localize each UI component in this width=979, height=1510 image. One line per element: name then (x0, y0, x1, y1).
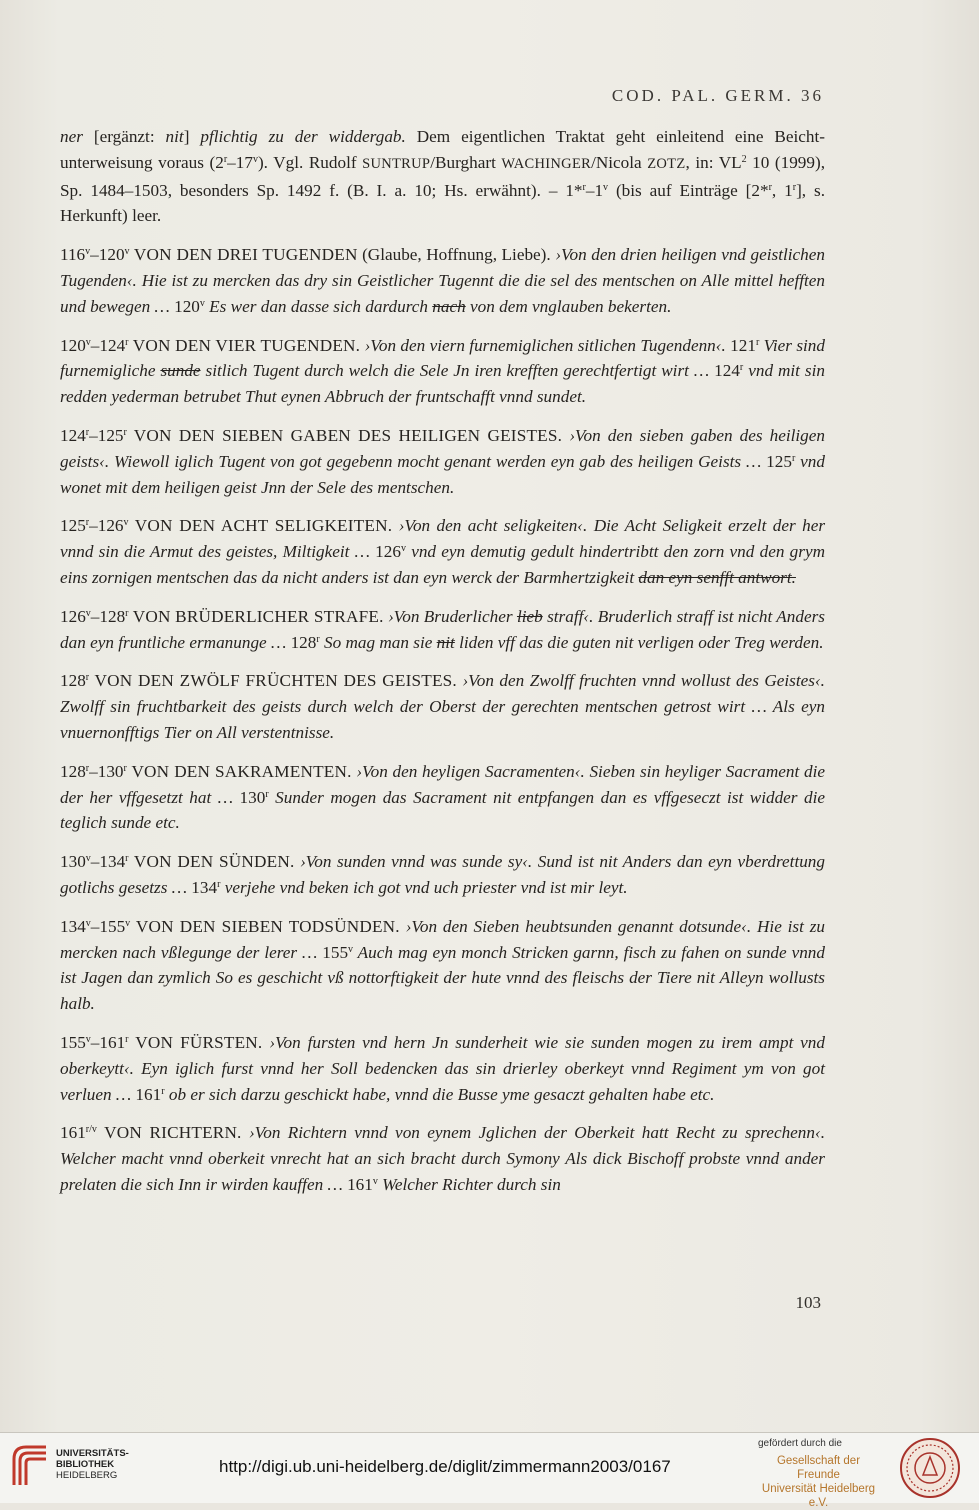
library-logo-icon (8, 1441, 52, 1491)
section-heading: VON DEN SÜNDEN. (128, 852, 295, 872)
folio-range: 128 (60, 671, 86, 691)
text: ). Vgl. Rudolf (257, 152, 363, 172)
paragraph-todsuenden (60, 914, 825, 1017)
footer-bar (0, 1432, 979, 1509)
quotation: von dem vnglauben bekerten. (465, 296, 672, 316)
folio-side: v (85, 336, 91, 348)
section-heading: VON DEN DREI TUGENDEN (129, 245, 358, 265)
folio-ref: 124 (714, 361, 740, 381)
running-head: COD. PAL. GERM. 36 (611, 86, 824, 105)
text: (Glaube, Hoffnung, Liebe). (357, 245, 556, 265)
quotation: ›Von den sieben gaben des heiligen geists‹. Wiewoll iglich Tugent von got gegebenn mocht genant werden eyn gab des heiligen Geists … (60, 425, 826, 471)
text: /Nicola (591, 152, 648, 172)
edition-number: 2 (741, 153, 747, 165)
folio-ref: 125 (766, 451, 792, 471)
quotation: ›Von den Sieben heubtsunden genannt dotsunde‹. Hie ist zu mercken nach vßlegunge der lerer … (60, 916, 825, 962)
text: /Burghart (430, 152, 502, 172)
quotation: Welcher Richter durch sin (377, 1174, 561, 1194)
folio-range: 130 (60, 852, 86, 872)
funded-by-label: gefördert durch die (758, 1438, 842, 1449)
quotation: Es wer dan dasse sich dardurch (204, 296, 433, 316)
folio-range: 161 (60, 1123, 86, 1143)
folio-range: 128 (60, 761, 86, 781)
folio-side: r (125, 1033, 129, 1045)
folio-ref: 161 (347, 1174, 373, 1194)
paragraph-sakramente (60, 759, 825, 836)
folio-range: 125 (60, 516, 86, 536)
library-line: UNIVERSITÄTS- (56, 1448, 129, 1459)
paragraph-vier-tugenden (60, 333, 825, 410)
folio-side: r (739, 362, 744, 374)
folio-side: r (123, 762, 127, 774)
quotation: vnd mit sin redden yederman betrubet Thut eynen Abbruch der fruntschafft vnnd sundet. (60, 361, 825, 407)
society-line: Universität Heidelberg e.V. (761, 1483, 876, 1509)
library-line: HEIDELBERG (56, 1470, 118, 1481)
text: –17 (227, 152, 253, 172)
section-heading: VON DEN ACHT SELIGKEITEN. (128, 516, 393, 536)
section-heading: VON RICHTERN. (96, 1123, 242, 1143)
folio-side: v (85, 1033, 91, 1045)
text: –1 (585, 180, 604, 200)
text: nit (165, 127, 184, 146)
folio-side: v (400, 543, 406, 555)
quotation: liden vff das die guten nit verligen oder Treg werden. (454, 632, 824, 652)
quotation: ob er sich darzu geschickt habe, vnnd die Busse yme gesaczt gehalten habe etc. (164, 1084, 715, 1104)
folio-side: r (755, 336, 760, 348)
folio-ref: 161 (135, 1084, 162, 1104)
folio-side: v (85, 246, 91, 258)
quotation: vnd eyn demutig gedult hindertribtt den zorn vnd den grym eins zornigen mentschen das da nicht anders ist dan eyn werck der Barmhertzigkeit (60, 542, 825, 587)
folio-range: 155 (60, 1032, 86, 1052)
folio-range: –126 (89, 516, 124, 536)
folio-side: r/v (85, 1124, 97, 1136)
struck-word: sunde (160, 361, 201, 381)
folio-side: r (217, 878, 221, 890)
folio-range: 124 (60, 425, 86, 445)
library-line: BIBLIOTHEK (56, 1459, 115, 1470)
quotation: verjehe vnd beken ich got vnd uch priester vnd ist mir leyt. (220, 877, 628, 897)
folio-ref: 121 (730, 335, 756, 355)
society-line: Gesellschaft der Freunde (776, 1455, 861, 1481)
folio-range: –130 (89, 761, 124, 781)
folio-ref: 130 (239, 787, 266, 807)
folio-side: r (85, 672, 90, 684)
folio-side: r (85, 517, 90, 529)
text: pflichtig zu der widdergab. (200, 127, 406, 146)
folio-side: r (125, 336, 129, 348)
quotation: Auch mag eyn monch Stricken garnn, fisch zu fahen on sunde vnnd ist Jagen dan zymlich So es geschicht vß nottorftigkeit der hute vnnd des fleischs der Tiere nit Alleyn wollusts halb. (60, 942, 825, 1014)
quotation: ›Von Richtern vnnd von eynem Jglichen der Oberkeit hatt Recht zu sprechenn‹. Welcher macht vnnd oberkeit vnrecht hat an sich bracht durch Symony Als dick Bischoff probste vnnd ander prelaten die sich Inn ir wirden kauffen … (60, 1123, 825, 1194)
folio-side: v (125, 917, 131, 929)
quotation: ›Von den Zwolff fruchten vnnd wollust des Geistes‹. Zwolff sin fruchtbarkeit des geists durch welch der Oberst der gerechten mentschen getrost wirt … Als eyn vnuernonfftigs Tier on All verstentnisse. (60, 671, 825, 742)
folio-range: –125 (89, 425, 124, 445)
folio-range: –120 (90, 245, 125, 265)
folio-side: r (792, 181, 797, 193)
quotation: Sunder mogen das Sacrament nit entpfangen dan es vffgeseczt ist widder die teglich sunde etc. (60, 787, 825, 833)
quotation: vnd wonet mit dem heiligen geist Jnn der Sele des mentschen. (60, 451, 825, 497)
folio-range: 126 (60, 606, 86, 626)
section-heading: VON DEN ZWÖLF FRÜCHTEN DES GEISTES. (89, 671, 457, 691)
section-heading: VON DEN SIEBEN GABEN DES HEILIGEN GEISTES. (126, 425, 563, 445)
folio-side: r (265, 788, 269, 800)
folio-ref: 128 (290, 632, 317, 652)
quotation: ›Von den drien heiligen vnd geistlichen Tugenden‹. Hie ist zu mercken das dry sin Geistlicher Tugennt die die sel des mentschen on Alle mittel hefften und bewegen … (60, 245, 825, 316)
text: [ergänzt: (82, 127, 166, 146)
folio-side: r (223, 153, 228, 165)
paragraph-drei-tugenden (60, 242, 825, 319)
text: , in: VL (685, 152, 742, 172)
folio-side: r (85, 762, 90, 774)
section-heading: VON DEN VIER TUGENDEN. (128, 335, 361, 355)
folio-side: v (124, 246, 130, 258)
folio-side: r (582, 181, 586, 193)
folio-side: r (125, 853, 129, 865)
folio-side: r (123, 426, 127, 438)
section-heading: VON DEN SIEBEN TODSÜNDEN. (130, 916, 400, 936)
paragraph-intro (60, 124, 825, 229)
catalogue-text (60, 124, 825, 1211)
folio-range: 134 (60, 916, 86, 936)
folio-side: r (161, 1085, 165, 1097)
section-heading: VON DEN SAKRAMENTEN. (126, 761, 352, 781)
author-name: WACHINGER (501, 155, 592, 172)
folio-ref: 134 (191, 877, 218, 897)
page-number: 103 (795, 1293, 821, 1312)
author-name: SUNTRUP (362, 155, 431, 172)
folio-ref: 155 (322, 942, 349, 962)
folio-range: 120 (60, 335, 86, 355)
section-heading: VON BRÜDERLICHER STRAFE. (128, 606, 384, 626)
paragraph-bruederliche-strafe (60, 604, 825, 656)
folio-side: v (372, 1175, 378, 1187)
quotation: So mag man sie (319, 632, 437, 652)
quotation: ›Von den acht seligkeiten‹. Die Acht Seligkeit erzelt der her vnnd sin die Armut des geistes, Miltigkeit … (60, 516, 826, 562)
quotation: ›Von den viern furnemiglichen sitlichen Tugendenn‹. (360, 335, 731, 355)
folio-side: r (768, 181, 772, 193)
paragraph-fuersten (60, 1030, 825, 1107)
paragraph-acht-seligkeiten (60, 513, 825, 590)
folio-side: v (199, 297, 205, 309)
folio-range: –134 (90, 852, 126, 872)
folio-ref: 126 (375, 542, 401, 562)
folio-ref: 120 (174, 296, 200, 316)
struck-phrase: dan eyn senfft antwort. (638, 567, 796, 587)
paragraph-suenden (60, 849, 825, 901)
folio-side: v (348, 943, 354, 955)
text: , 1 (771, 180, 793, 200)
text: Dem eigentlichen Traktat geht einleitend eine Beichtunterweisung voraus (2 (60, 127, 825, 172)
quotation: straff‹. Bruderlich straff ist nicht Anders dan eyn fruntliche ermanunge … (60, 606, 825, 652)
paragraph-zwoelf-fruechte (60, 668, 825, 745)
text: 10 (1999), Sp. 1484–1503, besonders Sp. 1492 f. (B. I. a. 10; Hs. erwähnt). – 1* (60, 152, 825, 200)
paragraph-richtern (60, 1120, 825, 1197)
folio-side: v (252, 153, 258, 165)
folio-range: 116 (60, 245, 86, 265)
folio-side: r (85, 426, 90, 438)
folio-range: –155 (90, 916, 126, 936)
folio-side: r (791, 452, 796, 464)
folio-range: –128 (90, 606, 126, 626)
folio-side: v (123, 517, 129, 529)
text: ], s. Herkunft) leer. (60, 180, 825, 226)
folio-side: v (85, 917, 91, 929)
struck-word: nit (436, 632, 455, 652)
struck-word: nach (432, 296, 466, 316)
folio-side: v (85, 853, 91, 865)
folio-range: –124 (90, 335, 126, 355)
quotation: ›Von Bruderlicher (383, 606, 517, 626)
struck-word: lieb (516, 606, 543, 626)
permalink-url[interactable]: http://digi.ub.uni-heidelberg.de/diglit/zimmermann2003/0167 (219, 1457, 671, 1476)
author-name: ZOTZ (647, 155, 686, 172)
quotation: ›Von fursten vnd hern Jn sunderheit wie sie sunden mogen zu irem ampt vnd oberkeytt‹. Eyn iglich furst vnnd her Soll bedencken das sin drierley oberkeyt vnnd Regiment ym von got verluen … (60, 1032, 825, 1104)
text: ] (183, 127, 201, 146)
text: ner (60, 127, 83, 146)
quotation: ›Von den heyligen Sacramenten‹. Sieben sin heyliger Sacrament die der her vffgesetzt hat … (60, 761, 825, 807)
paragraph-sieben-gaben (60, 423, 825, 500)
folio-side: r (125, 607, 129, 619)
library-name (56, 1448, 129, 1481)
folio-side: v (603, 181, 609, 193)
quotation: ›Von sunden vnnd was sunde sy‹. Sund ist nit Anders dan eyn vberdrettung gotlichs gesetzs … (60, 852, 825, 897)
university-seal-icon (899, 1437, 961, 1499)
folio-side: r (316, 633, 320, 645)
folio-side: v (85, 607, 91, 619)
text: (bis auf Einträge [2* (608, 180, 769, 200)
folio-range: –161 (90, 1032, 126, 1052)
section-heading: VON FÜRSTEN. (128, 1032, 263, 1052)
quotation: sitlich Tugent durch welch die Sele Jn iren krefften gerechtfertigt wirt … (200, 361, 715, 381)
quotation: Vier sind furnemigliche (60, 335, 825, 381)
